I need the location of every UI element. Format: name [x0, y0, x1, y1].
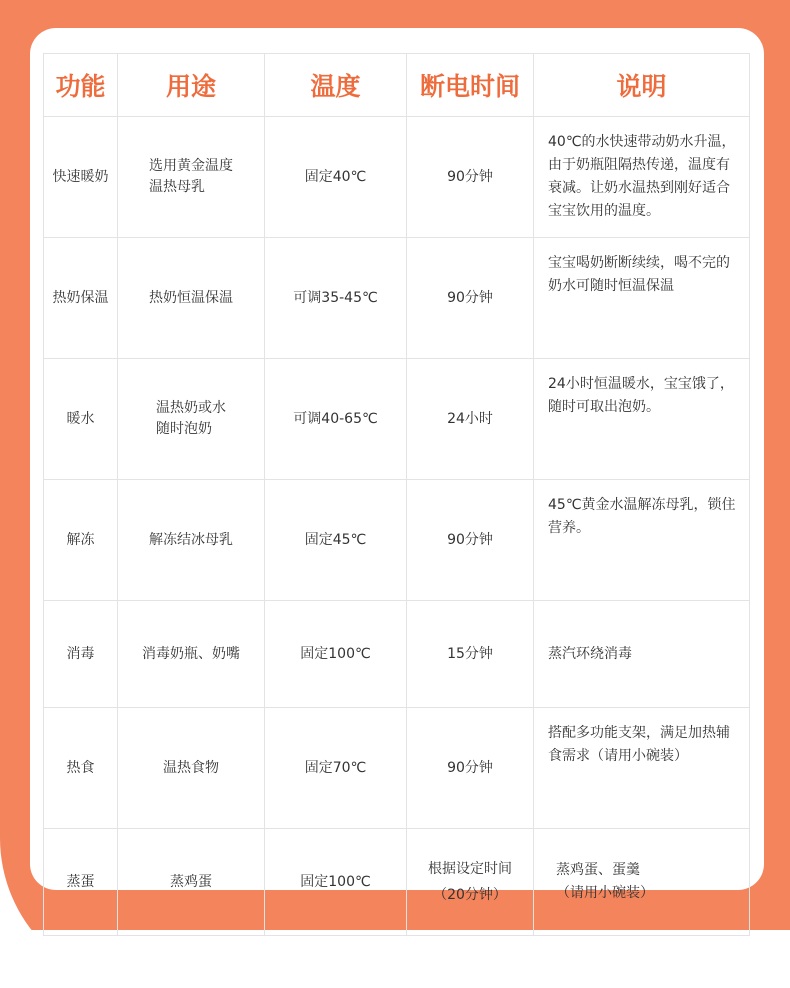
- table-row: [44, 117, 750, 238]
- cell-description-line: 蒸鸡蛋、蛋羹: [556, 862, 640, 878]
- cell-power-off: 90分钟: [407, 480, 534, 601]
- cell-function: 消毒: [44, 601, 118, 708]
- header-power-off-time: 断电时间: [407, 54, 534, 117]
- cell-function: 暖水: [44, 359, 118, 480]
- table-row: [44, 708, 750, 829]
- cell-temperature: 固定70℃: [265, 708, 407, 829]
- table-row: [44, 238, 750, 359]
- cell-use: 消毒奶瓶、奶嘴: [118, 601, 265, 708]
- cell-temperature: 固定100℃: [265, 601, 407, 708]
- table-row: [44, 480, 750, 601]
- header-function: 功能: [44, 54, 118, 117]
- cell-use: 解冻结冰母乳: [118, 480, 265, 601]
- cell-power-off-line: 根据设定时间: [428, 861, 512, 877]
- cell-use: [118, 359, 265, 480]
- cell-temperature: 固定45℃: [265, 480, 407, 601]
- table-header-row: [44, 54, 750, 117]
- cell-function: 热食: [44, 708, 118, 829]
- cell-description: [534, 829, 750, 936]
- cell-description: 24小时恒温暖水，宝宝饿了，随时可取出泡奶。: [534, 359, 750, 480]
- cell-function: 解冻: [44, 480, 118, 601]
- cell-temperature: 固定100℃: [265, 829, 407, 936]
- table-row: [44, 359, 750, 480]
- cell-temperature: 可调40-65℃: [265, 359, 407, 480]
- cell-use: [118, 117, 265, 238]
- cell-power-off-line: （20分钟）: [433, 887, 507, 903]
- cell-power-off: 15分钟: [407, 601, 534, 708]
- cell-use: 温热食物: [118, 708, 265, 829]
- cell-power-off: [407, 829, 534, 936]
- cell-temperature: 固定40℃: [265, 117, 407, 238]
- cell-temperature: 可调35-45℃: [265, 238, 407, 359]
- cell-power-off: 24小时: [407, 359, 534, 480]
- cell-use: 热奶恒温保温: [118, 238, 265, 359]
- cell-use-line: 选用黄金温度: [149, 158, 233, 174]
- cell-power-off: 90分钟: [407, 117, 534, 238]
- function-table: [43, 53, 750, 936]
- cell-use-line: 温热母乳: [149, 179, 205, 195]
- bottom-white-band: [0, 930, 790, 988]
- header-description: 说明: [534, 54, 750, 117]
- cell-description: 蒸汽环绕消毒: [534, 601, 750, 708]
- table-row: [44, 601, 750, 708]
- cell-function: 热奶保温: [44, 238, 118, 359]
- cell-use-line: 温热奶或水: [156, 400, 226, 416]
- cell-description: 宝宝喝奶断断续续，喝不完的奶水可随时恒温保温: [534, 238, 750, 359]
- cell-power-off: 90分钟: [407, 238, 534, 359]
- cell-power-off: 90分钟: [407, 708, 534, 829]
- cell-use: 蒸鸡蛋: [118, 829, 265, 936]
- header-use: 用途: [118, 54, 265, 117]
- cell-description: 45℃黄金水温解冻母乳，锁住营养。: [534, 480, 750, 601]
- cell-description-line: （请用小碗装）: [556, 885, 654, 901]
- cell-description: 搭配多功能支架，满足加热辅食需求（请用小碗装）: [534, 708, 750, 829]
- header-temperature: 温度: [265, 54, 407, 117]
- cell-use-line: 随时泡奶: [156, 421, 212, 437]
- cell-description: 40℃的水快速带动奶水升温，由于奶瓶阻隔热传递，温度有衰减。让奶水温热到刚好适合宝宝饮用的温度。: [534, 117, 750, 238]
- cell-function: 蒸蛋: [44, 829, 118, 936]
- table-row: [44, 829, 750, 936]
- cell-function: 快速暖奶: [44, 117, 118, 238]
